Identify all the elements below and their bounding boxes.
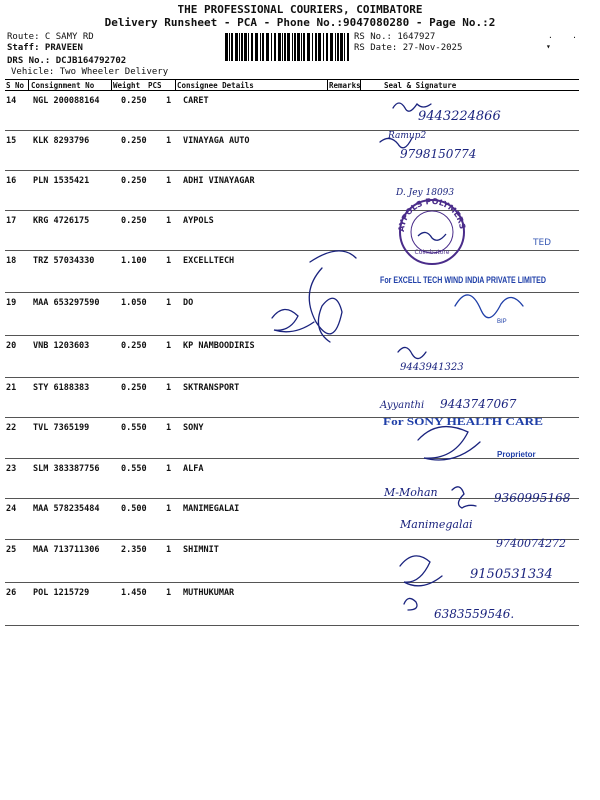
row-weight: 0.550: [121, 464, 147, 474]
row-sno: 19: [6, 298, 17, 308]
handwritten-phone-25: 9150531334: [470, 567, 553, 582]
header-consignee: Consignee Details: [177, 81, 254, 90]
handwritten-phone-24b: 9740074272: [496, 537, 566, 550]
row-pcs: 1: [166, 256, 172, 266]
signature-scribble-19-a: [272, 309, 314, 331]
handwritten-phone-20: 9443941323: [400, 362, 464, 373]
rs-number: RS No.: 1647927: [354, 32, 436, 42]
row-consignment-no: VNB 1203603: [33, 341, 90, 351]
row-sno: 25: [6, 545, 17, 555]
row-weight: 1.100: [121, 256, 147, 266]
signature-scribble-20: [398, 347, 426, 358]
row-weight: 0.250: [121, 176, 147, 186]
header-remarks: Remarks: [329, 81, 361, 90]
row-pcs: 1: [166, 176, 172, 186]
rs-date: RS Date: 27-Nov-2025: [354, 43, 463, 53]
row-weight: 0.250: [121, 96, 147, 106]
signature-scribble-25-a: [400, 556, 442, 586]
row-consignee: VINAYAGA AUTO: [183, 136, 250, 146]
route-label: Route: C SAMY RD: [7, 32, 94, 42]
signature-scribble-25-b: [404, 598, 417, 610]
excelltech-stamp-sub: BIP: [497, 319, 507, 325]
row-sno: 24: [6, 504, 17, 514]
row-consignment-no: MAA 578235484: [33, 504, 100, 514]
signature-scribble-22: [418, 427, 480, 460]
row-consignment-no: MAA 653297590: [33, 298, 100, 308]
row-sno: 15: [6, 136, 17, 146]
row-consignment-no: TVL 7365199: [33, 423, 90, 433]
handwritten-name-21: Ayyanthi: [380, 400, 425, 411]
row-weight: 0.250: [121, 136, 147, 146]
handwritten-phone-21: 9443747067: [440, 397, 517, 411]
row-pcs: 1: [166, 504, 172, 514]
row-pcs: 1: [166, 341, 172, 351]
row-sno: 17: [6, 216, 17, 226]
corner-mark-2: ▾: [546, 42, 551, 51]
row-consignment-no: POL 1215729: [33, 588, 90, 598]
sony-stamp: For SONY HEALTH CARE: [383, 416, 543, 428]
row-consignment-no: MAA 713711306: [33, 545, 100, 555]
row-sno: 18: [6, 256, 17, 266]
handwritten-name-15: Ramup2: [388, 131, 427, 141]
row-sno: 26: [6, 588, 17, 598]
row-sno: 21: [6, 383, 17, 393]
row-weight: 0.500: [121, 504, 147, 514]
row-weight: 0.250: [121, 383, 147, 393]
handwritten-phone-14: 9443224866: [418, 109, 501, 124]
aypols-stamp-city: Coimbatore: [414, 249, 450, 256]
row-pcs: 1: [166, 423, 172, 433]
svg-text:AYPOLS POLYMERS: [397, 197, 467, 232]
header-seal-signature: Seal & Signature: [384, 81, 457, 90]
row-pcs: 1: [166, 298, 172, 308]
row-pcs: 1: [166, 136, 172, 146]
row-pcs: 1: [166, 545, 172, 555]
header-consignment: Consignment No: [31, 81, 95, 90]
row-consignment-no: KLK 8293796: [33, 136, 90, 146]
staff-label: Staff: PRAVEEN: [7, 43, 83, 53]
handwritten-phone-24: 9360995168: [494, 491, 571, 505]
row-weight: 2.350: [121, 545, 147, 555]
row-sno: 22: [6, 423, 17, 433]
row-consignment-no: SLM 383387756: [33, 464, 100, 474]
row-pcs: 1: [166, 464, 172, 474]
signature-scribble-24: [452, 487, 476, 508]
row-consignee: SHIMNIT: [183, 545, 219, 555]
row-pcs: 1: [166, 96, 172, 106]
signature-scribble-19-c: [310, 251, 356, 262]
row-consignee: KP NAMBOODIRIS: [183, 341, 255, 351]
row-consignee: CARET: [183, 96, 209, 106]
handwritten-phone-15: 9798150774: [400, 147, 477, 161]
row-weight: 0.250: [121, 341, 147, 351]
handwritten-phone-26: 6383559546.: [434, 607, 515, 621]
row-consignee: SONY: [183, 423, 204, 433]
header-sno: S No: [6, 81, 25, 90]
row-consignee: EXCELLTECH: [183, 256, 235, 266]
header-weight: Weight: [113, 81, 141, 90]
row-weight: 0.550: [121, 423, 147, 433]
row-consignee: AYPOLS: [183, 216, 214, 226]
vehicle-label: Vehicle: Two Wheeler Delivery: [11, 67, 169, 77]
row-consignee: MANIMEGALAI: [183, 504, 240, 514]
excelltech-stamp: For EXCELL TECH WIND INDIA PRIVATE LIMITED: [380, 275, 547, 285]
row-consignment-no: NGL 200088164: [33, 96, 100, 106]
row-sno: 20: [6, 341, 17, 351]
row-consignee: DO: [183, 298, 194, 308]
row-consignment-no: TRZ 57034330: [33, 256, 95, 266]
handwritten-name-24: M-Mohan: [384, 486, 438, 499]
company-title: THE PROFESSIONAL COURIERS, COIMBATORE: [177, 3, 423, 16]
signature-scribble-19-b: [309, 268, 342, 342]
row-sno: 16: [6, 176, 17, 186]
row-weight: 1.450: [121, 588, 147, 598]
signature-scribble-19-d: [455, 295, 523, 318]
row-pcs: 1: [166, 588, 172, 598]
row-consignment-no: KRG 4726175: [33, 216, 90, 226]
row-weight: 1.050: [121, 298, 147, 308]
runsheet-subtitle: Delivery Runsheet - PCA - Phone No.:9047080280 - Page No.:2: [104, 16, 496, 29]
handwritten-name-24b: Manimegalai: [400, 518, 473, 531]
row-consignee: MUTHUKUMAR: [183, 588, 235, 598]
handwritten-name-16: D. Jey 18093: [396, 188, 455, 198]
corner-mark: · ·: [548, 33, 577, 42]
aypols-stamp-ring: AYPOLS POLYMERS: [396, 196, 467, 233]
row-pcs: 1: [166, 383, 172, 393]
row-sno: 23: [6, 464, 17, 474]
row-sno: 14: [6, 96, 17, 106]
row-consignee: ADHI VINAYAGAR: [183, 176, 255, 186]
row-consignee: ALFA: [183, 464, 204, 474]
ted-stamp: TED: [533, 238, 552, 248]
row-pcs: 1: [166, 216, 172, 226]
row-consignee: SKTRANSPORT: [183, 383, 240, 393]
row-consignment-no: PLN 1535421: [33, 176, 90, 186]
row-consignment-no: STY 6188383: [33, 383, 90, 393]
sony-proprietor: Proprietor: [497, 450, 536, 459]
drs-number: DRS No.: DCJB164792702: [7, 56, 127, 66]
header-pcs: PCS: [148, 81, 162, 90]
aypols-stamp: [397, 197, 467, 264]
row-weight: 0.250: [121, 216, 147, 226]
